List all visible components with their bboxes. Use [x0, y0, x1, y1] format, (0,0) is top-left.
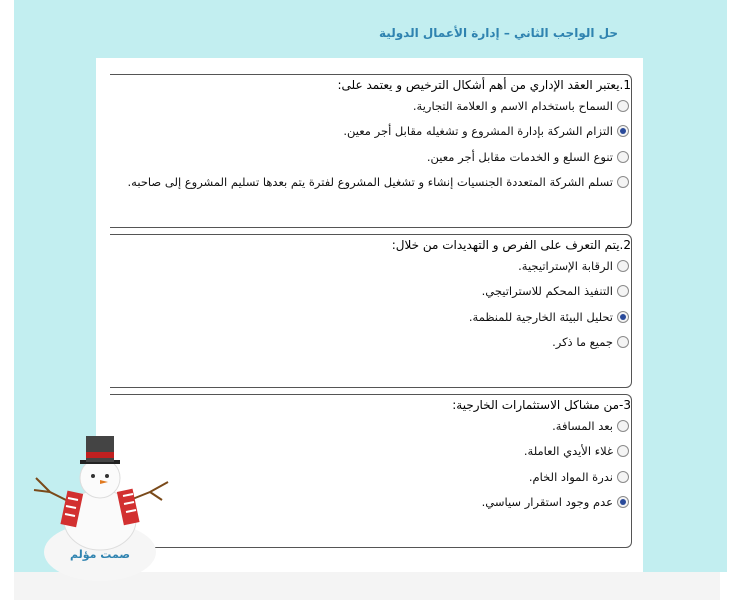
radio-button[interactable]	[617, 151, 629, 163]
question-1	[110, 74, 632, 228]
option-label: التنفيذ المحكم للاستراتيجي.	[481, 284, 613, 299]
question-text: 3-من مشاكل الاستثمارات الخارجية:	[452, 398, 631, 412]
radio-button-selected[interactable]	[617, 125, 629, 137]
radio-button[interactable]	[617, 336, 629, 348]
option-label: ندرة المواد الخام.	[528, 469, 613, 484]
question-text: 1.يعتبر العقد الإداري من أهم أشكال الترخيص و يعتمد على:	[337, 78, 631, 92]
option[interactable]	[110, 253, 631, 279]
question-2	[110, 234, 632, 388]
radio-button[interactable]	[617, 445, 629, 457]
radio-button[interactable]	[617, 260, 629, 272]
option[interactable]	[110, 93, 631, 119]
option[interactable]	[110, 279, 631, 305]
radio-button-selected[interactable]	[617, 311, 629, 323]
option-label: تحليل البيئة الخارجية للمنظمة.	[468, 309, 613, 324]
option-label: بعد المسافة.	[552, 418, 613, 433]
option[interactable]	[110, 304, 631, 330]
option-label: السماح باستخدام الاسم و العلامة التجارية.	[412, 98, 613, 113]
radio-button[interactable]	[617, 471, 629, 483]
option-label: الرقابة الإستراتيجية.	[518, 258, 613, 273]
option-label: التزام الشركة بإدارة المشروع و تشغيله مقابل أجر معين.	[343, 124, 613, 139]
author-credit: صمت مؤلم	[70, 548, 130, 561]
option[interactable]	[110, 464, 631, 490]
option[interactable]	[110, 439, 631, 465]
question-text: 2.يتم التعرف على الفرص و التهديدات من خلال:	[391, 238, 631, 252]
option-label: جميع ما ذكر.	[552, 335, 613, 350]
radio-button[interactable]	[617, 176, 629, 188]
option-label: تسلم الشركة المتعددة الجنسيات إنشاء و تشغيل المشروع لفترة يتم بعدها تسليم المشروع إلى صاحبه.	[127, 175, 613, 190]
snowman-illustration	[30, 430, 180, 590]
option[interactable]	[110, 170, 631, 196]
option-label: غلاء الأيدي العاملة.	[523, 444, 613, 459]
option[interactable]	[110, 144, 631, 170]
radio-button[interactable]	[617, 100, 629, 112]
option[interactable]	[110, 490, 631, 516]
option-label: عدم وجود استقرار سياسي.	[481, 495, 613, 510]
radio-button[interactable]	[617, 420, 629, 432]
option[interactable]	[110, 119, 631, 145]
option-label: تنوع السلع و الخدمات مقابل أجر معين.	[426, 149, 613, 164]
radio-button[interactable]	[617, 285, 629, 297]
page-title: حل الواجب الثاني – إدارة الأعمال الدولية	[379, 26, 618, 40]
option[interactable]	[110, 330, 631, 356]
option[interactable]	[110, 413, 631, 439]
question-3	[110, 394, 632, 548]
radio-button-selected[interactable]	[617, 496, 629, 508]
snowman-icon	[30, 430, 180, 555]
